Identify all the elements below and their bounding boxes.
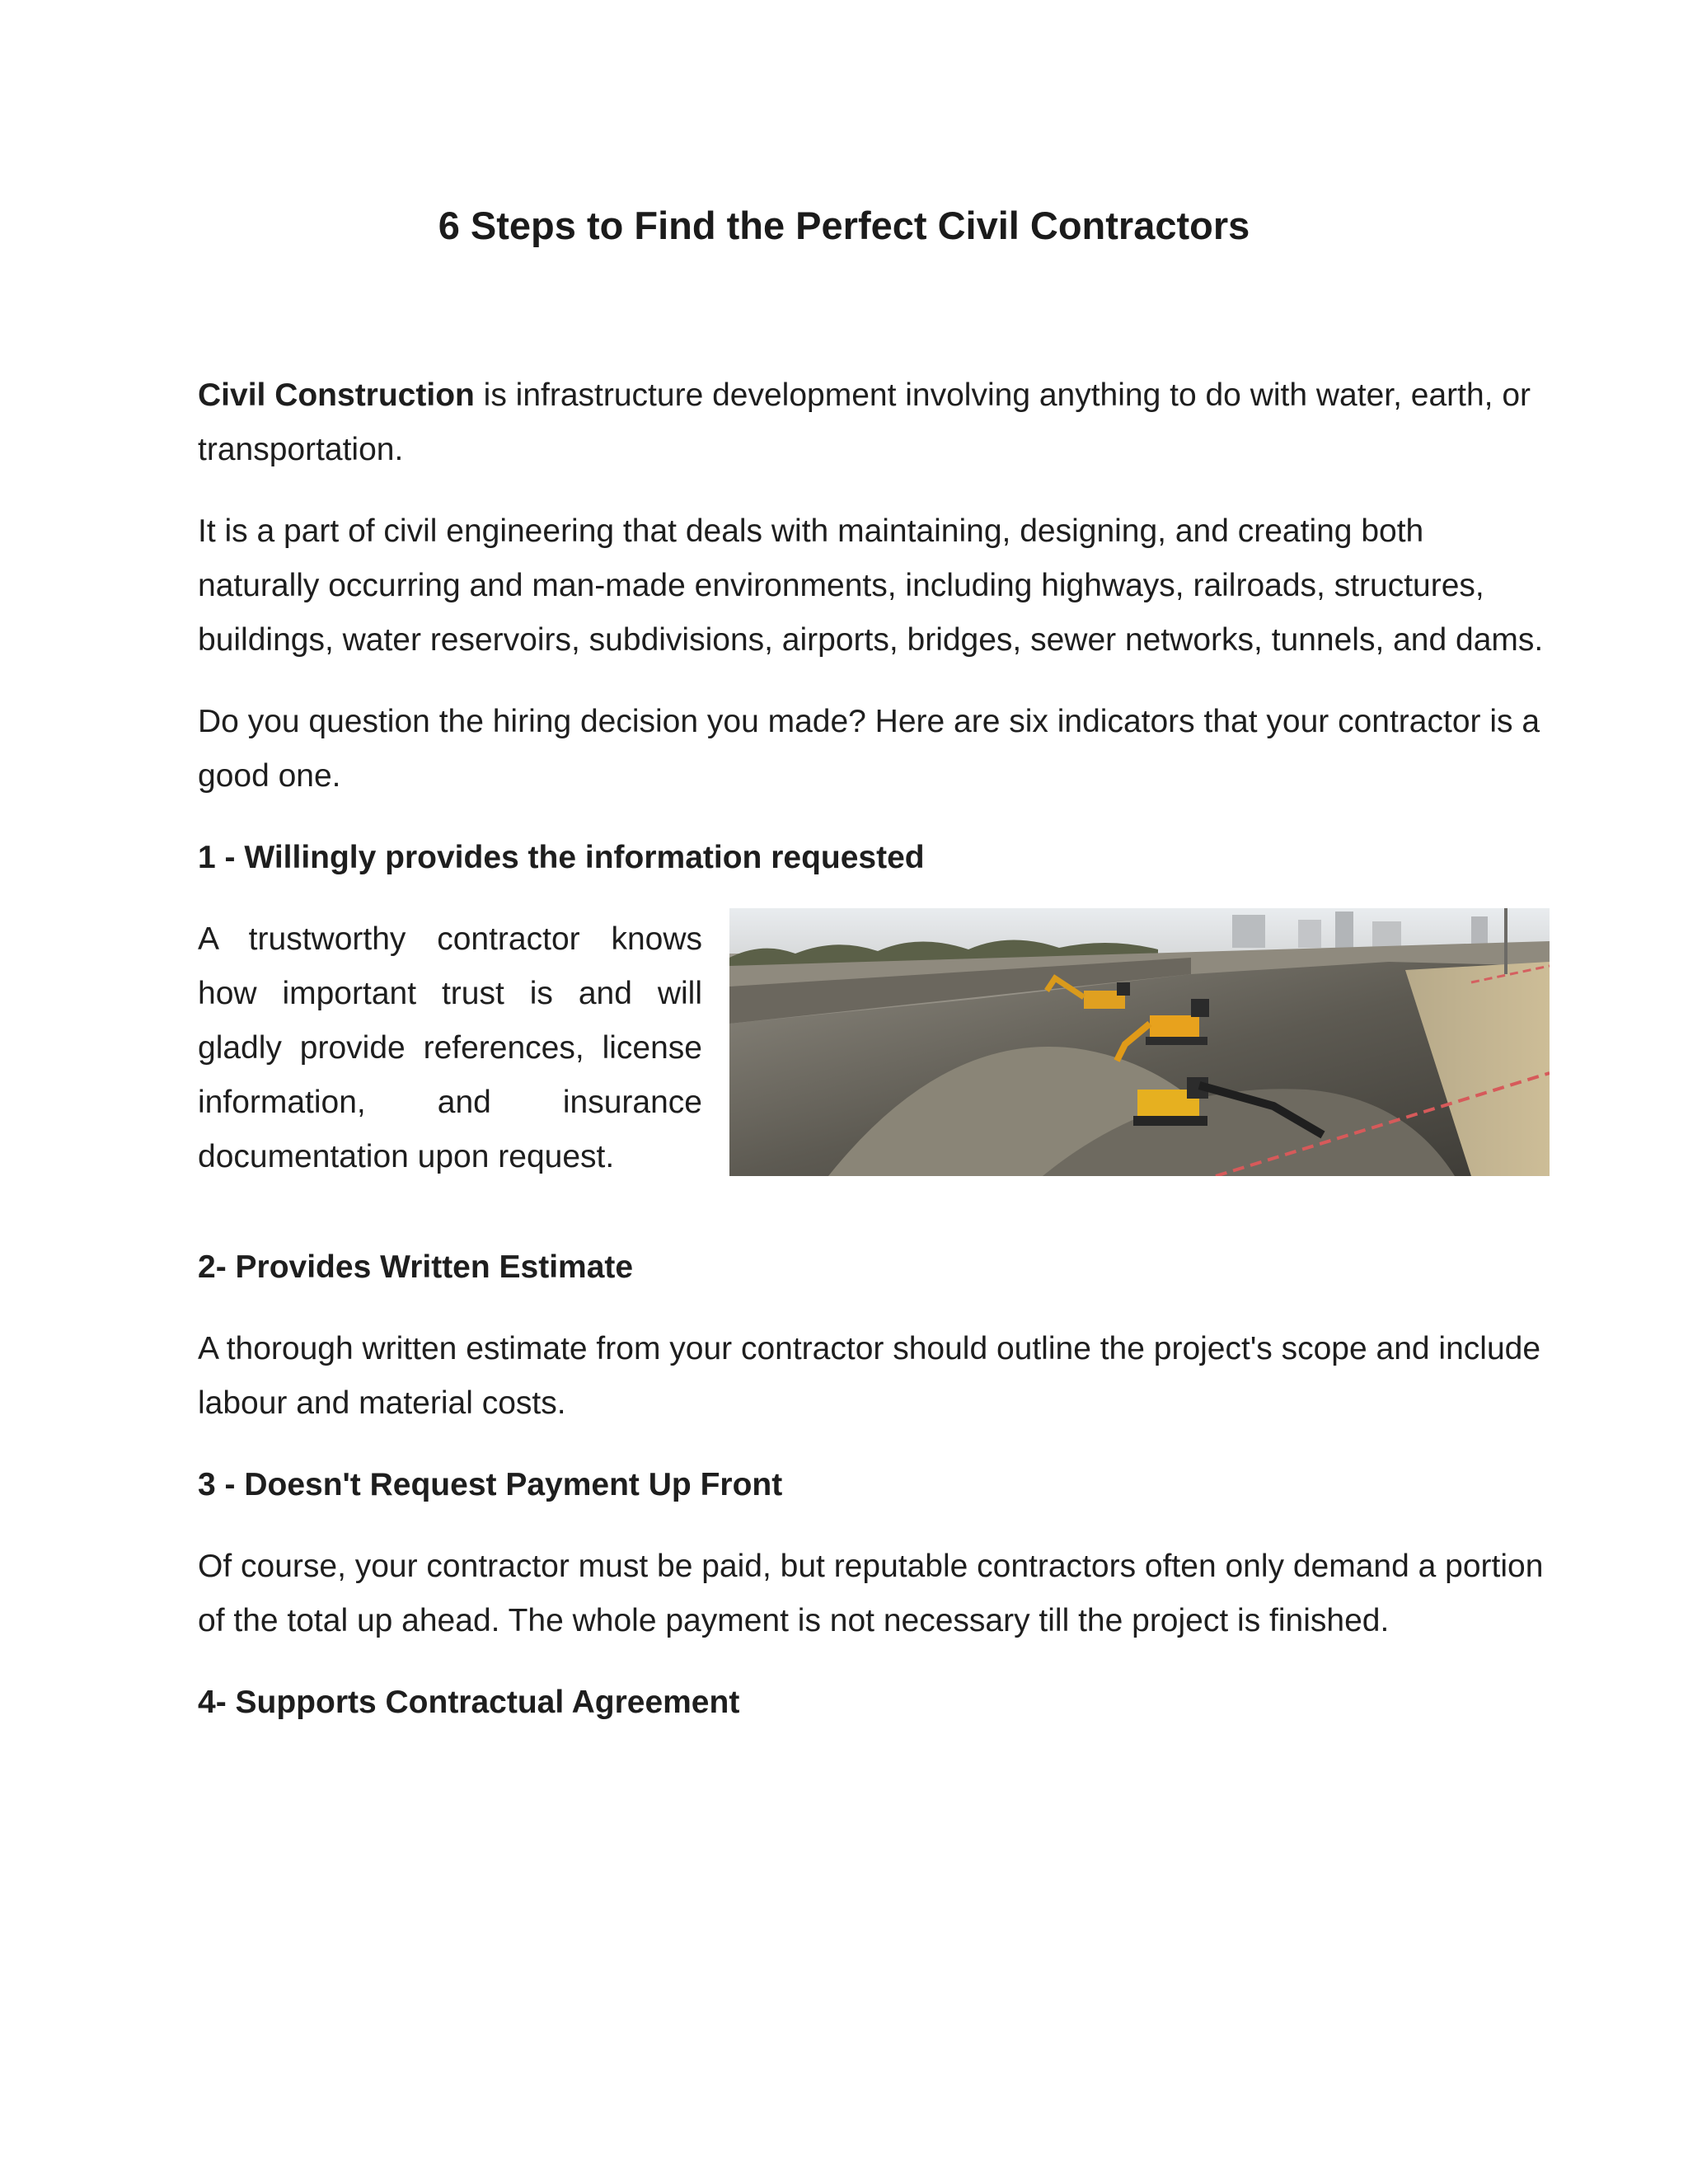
section-heading-3: 3 - Doesn't Request Payment Up Front: [198, 1467, 783, 1502]
section-2-body: A thorough written estimate from your contractor should outline the project's scope and include labour and material costs.: [198, 1331, 1541, 1421]
section-1-block: [198, 912, 1550, 1213]
section-heading-2: 2- Provides Written Estimate: [198, 1249, 634, 1285]
paragraph-civil-engineering: It is a part of civil engineering that deals with maintaining, designing, and creating both naturally occurring and man-made environments, including highways, railroads, structures, buildings, water reservoirs, subdivisions, airports, bridges, sewer networks, tunnels, and dams.: [198, 513, 1544, 658]
paragraph-question: Do you question the hiring decision you made? Here are six indicators that your contractor is a good one.: [198, 704, 1540, 794]
section-3-body: Of course, your contractor must be paid, but reputable contractors often only demand a portion of the total up ahead. The whole payment is not necessary till the project is finished.: [198, 1549, 1544, 1638]
construction-site-photo: [729, 908, 1550, 1176]
section-heading-1: 1 - Willingly provides the information requested: [198, 840, 925, 875]
document-body: [198, 368, 1550, 1757]
document-title: 6 Steps to Find the Perfect Civil Contractors: [438, 204, 1250, 247]
section-heading-4: 4- Supports Contractual Agreement: [198, 1685, 740, 1720]
intro-paragraph: [198, 368, 1550, 477]
section-1-body: A trustworthy contractor knows how important trust is and will gladly provide references, license information, and insurance documentation upon request.: [198, 921, 702, 1174]
intro-text: is infrastructure development involving anything to do with water, earth, or transportation.: [198, 377, 1531, 467]
intro-bold-term: Civil Construction: [198, 377, 475, 413]
